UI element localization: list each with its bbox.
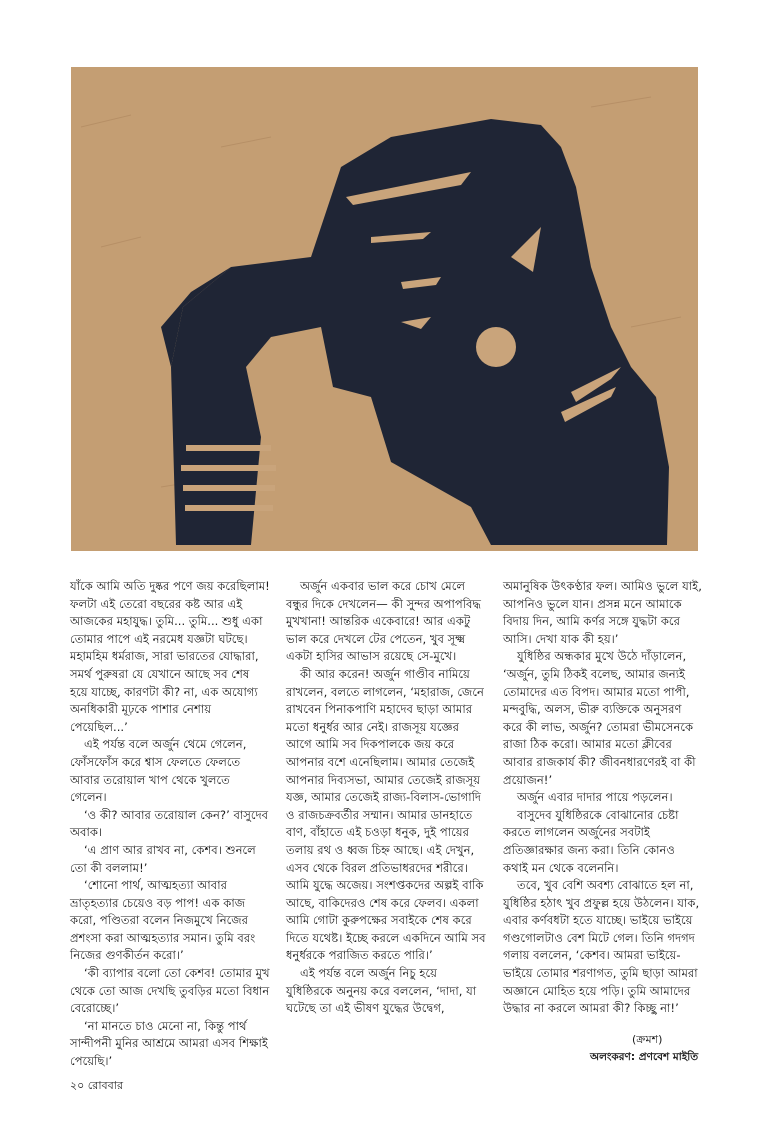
paragraph: ‘না মানতে চাও মেনো না, কিন্তু পার্থ সান্দীপনী মুনির আশ্রমে আমরা এসব শিক্ষাই পেয়েছি।’ [70, 1018, 268, 1069]
paragraph: এই পর্যন্ত বলে অর্জুন নিচু হয়ে যুধিষ্ঠিরকে অনুনয় করে বললেন, ‘দাদা, যা ঘটেছে তা এই ভীষণ যুদ্ধের উদ্বেগ, [286, 966, 477, 1016]
paragraph: ‘ও কী? আবার তরোয়াল কেন?’ বাসুদেব অবাক। [70, 807, 269, 840]
paragraph: অর্জুন একবার ভাল করে চোখ মেলে বন্ধুর দিকে দেখলেন— কী সুন্দর অপাপবিদ্ধ মুখখানা! আন্তরিক একেবারে! আর একটু ভাল করে দেখলে টের পেতেন, খুব সূক্ষ্ম একটা হাসির আভাস রয়েছে সে-মুখে। [286, 579, 482, 664]
paragraph: ‘শোনো পার্থ, আত্মহত্যা আবার ভ্রাতৃহত্যার চেয়েও বড় পাপ! এক কাজ করো, পণ্ডিতরা বলেন নিজমুখে নিজের প্রশংসা করা আত্মহত্যার সমান। তুমি বরং নিজের গুণকীর্তন করো।’ [70, 878, 256, 963]
paragraph: তবে, খুব বেশি অবশ্য বোঝাতে হল না, যুধিষ্ঠির হঠাৎ খুব প্রফুল্ল হয়ে উঠলেন। যাক, এবার কর্ণবধটা হতে যাচ্ছে। ভাইয়ে ভাইয়ে গণ্ডগোলটাও বেশ মিটে গেল। তিনি গদগদ গলায় বললেন, ‘কেশব। আমরা ভাইয়ে-ভাইয়ে তোমার শরণাগত, তুমি ছাড়া আমরা অজ্ঞানে মোহিত হয়ে পড়ি। তুমি আমাদের উদ্ধার না করলে আমরা কী? কিচ্ছু না!’ [503, 878, 700, 1016]
illustration-image [71, 67, 698, 551]
paragraph: ‘এ প্রাণ আর রাখব না, কেশব। শুনলে তো কী বললাম!’ [70, 842, 256, 875]
paragraph: বাসুদেব যুধিষ্ঠিরকে বোঝানোর চেষ্টা করতে লাগলেন অর্জুনের সবটাই প্রতিজ্ঞারক্ষার জন্য করা। তিনি কোনও কথাই মন থেকে বলেননি। [503, 807, 679, 875]
continued-marker: (ক্রমশ) [632, 1033, 663, 1046]
paragraph: যুধিষ্ঠির অন্ধকার মুখে উঠে দাঁড়ালেন, ‘অর্জুন, তুমি ঠিকই বলেছ, আমার জন্যই তোমাদের এত বিপদ। আমার মতো পাপী, মন্দবুদ্ধি, অলস, ভীরু ব্যক্তিকে অনুসরণ করে কী লাভ, অর্জুন? তোমরা ভীমসেনকে রাজা ঠিক করো। আমার মতো ক্লীবের আবার রাজকার্য কী? জীবনধারণেরই বা কী প্রয়োজন!’ [503, 649, 696, 787]
text-column-3 [503, 578, 703, 1018]
paragraph: এই পর্যন্ত বলে অর্জুন থেমে গেলেন, ফোঁসফোঁস করে শ্বাস ফেলতে ফেলতে আবার তরোয়াল খাপ থেকে খুলতে গেলেন। [70, 737, 247, 805]
text-column-1 [70, 578, 270, 1071]
paragraph: অমানুষিক উৎকণ্ঠার ফল। আমিও ভুলে যাই, আপনিও ভুলে যান। প্রসন্ন মনে আমাকে বিদায় দিন, আমি কর্ণর সঙ্গে যুদ্ধটা করে আসি। দেখা যাক কী হয়।’ [503, 579, 702, 646]
text-column-2 [286, 578, 486, 1018]
page-folio: ২০ রোববার [70, 1079, 123, 1092]
paragraph: ‘কী ব্যাপার বলো তো কেশব! তোমার মুখ থেকে তো আজ দেখছি তুবড়ির মতো বিধান বেরোচ্ছে।’ [70, 966, 270, 1016]
paragraph: কী আর করেন! অর্জুন গাণ্ডীব নামিয়ে রাখলেন, বলতে লাগলেন, ‘মহারাজ, জেনে রাখবেন পিনাকপাণি মহাদেব ছাড়া আমার মতো ধনুর্ধর আর নেই। রাজসূয় যজ্ঞের আগে আমি সব দিকপালকে জয় করে আপনার বশে এনেছিলাম। আমার তেজেই আপনার দিব্যসভা, আমার তেজেই রাজসূয় যজ্ঞ, আমার তেজেই রাজ্য-বিলাস-ভোগাদি ও রাজচক্রবর্তীর সম্মান। আমার ডানহাতে বাণ, বাঁহাতে এই চওড়া ধনুক, দুই পায়ের তলায় রথ ও ধ্বজ চিহ্ন আছে। এই দেখুন, এসব থেকে বিরল প্রতিভাধরদের শরীরে। আমি যুদ্ধে অজেয়। সংশপ্তকদের অল্পই বাকি আছে, বাকিদেরও শেষ করে ফেলব। একলা আমি গোটা কুরুপক্ষের সবাইকে শেষ করে দিতে যথেষ্ট। ইচ্ছে করলে একদিনে আমি সব ধনুর্ধরকে পরাজিত করতে পারি।’ [286, 666, 486, 963]
paragraph: যাঁকে আমি অতি দুষ্কর পণে জয় করেছিলাম! ফলটা এই তেরো বছরের কষ্ট আর এই আজকের মহাযুদ্ধ। তুমি... তুমি... শুধু একা তোমার পাপে এই নরমেধ যজ্ঞটা ঘটছে। মহামহিম ধর্মরাজ, সারা ভারতের যোদ্ধারা, সমর্থ পুরুষরা যে যেখানে আছে সব শেষ হয়ে যাচ্ছে, কারণটা কী? না, এক অযোগ্য অনধিকারী মূঢ়কে পাশার নেশায় পেয়েছিল...’ [70, 579, 270, 734]
paragraph: অর্জুন এবার দাদার পায়ে পড়লেন। [517, 790, 673, 805]
illustration-credit: অলংকরণ: প্রণবেশ মাইতি [590, 1051, 699, 1063]
